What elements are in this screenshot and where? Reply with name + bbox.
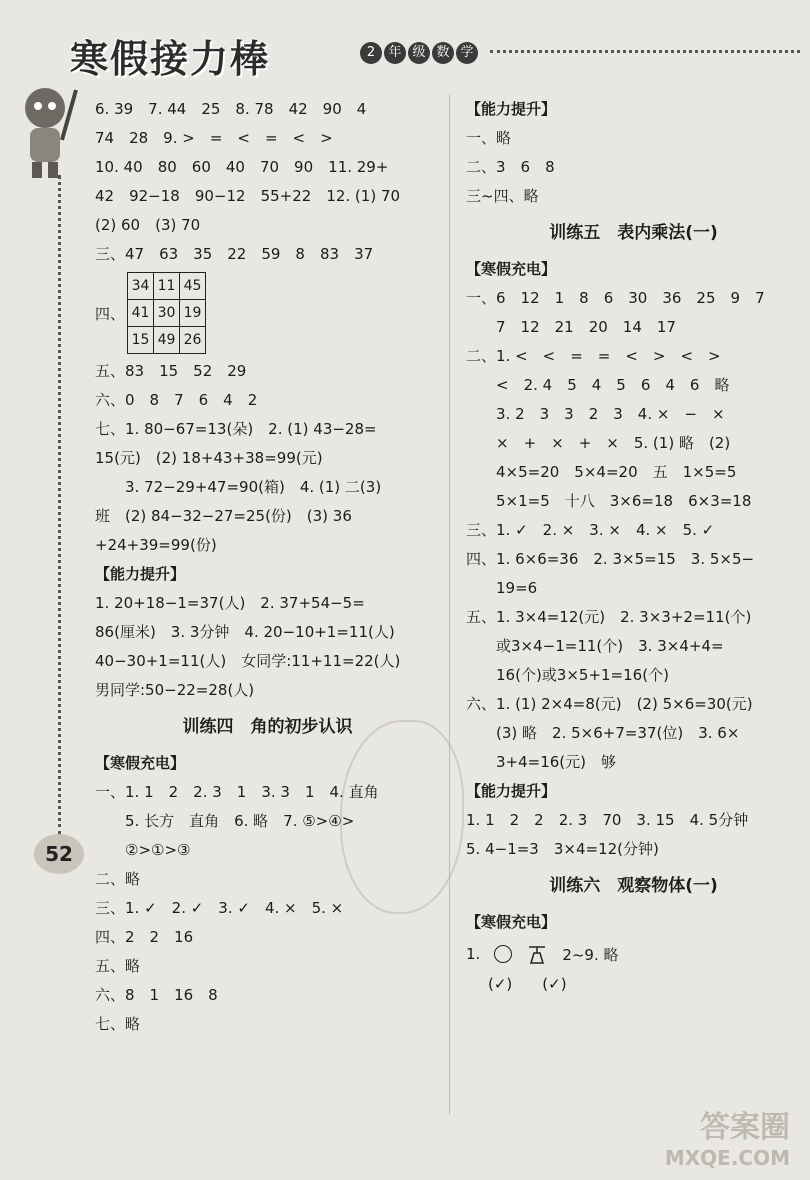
answer-line: 3+4=16(元) 够 bbox=[496, 753, 617, 771]
grade-char: 2 bbox=[360, 42, 382, 64]
site-watermark bbox=[665, 1102, 790, 1170]
grid-cell: 11 bbox=[154, 273, 180, 300]
grade-badge bbox=[360, 42, 478, 64]
watermark-text: 答案圈 bbox=[700, 1110, 790, 1145]
answer-line: 19=6 bbox=[496, 579, 538, 597]
answer-line: 五、略 bbox=[95, 957, 141, 975]
grade-char: 年 bbox=[384, 42, 406, 64]
answer-line: 三、1. ✓ 2. ✓ 3. ✓ 4. × 5. × bbox=[95, 899, 344, 917]
check-marks: (✓) (✓) bbox=[488, 975, 567, 993]
mascot-illustration bbox=[10, 80, 80, 180]
question-label: 1. bbox=[466, 945, 481, 963]
grade-char: 学 bbox=[456, 42, 478, 64]
answer-line: 二、3 6 8 bbox=[466, 158, 555, 176]
grid-cell: 49 bbox=[154, 327, 180, 354]
grid-cell: 30 bbox=[154, 300, 180, 327]
answer-line: 1. 1 2 2 2. 3 70 3. 15 4. 5分钟 bbox=[466, 811, 749, 829]
answer-text: 2~9. 略 bbox=[562, 945, 619, 964]
answer-line: 一、6 12 1 8 6 30 36 25 9 7 bbox=[466, 289, 765, 307]
answer-line: (2) 60 (3) 70 bbox=[95, 216, 201, 234]
answer-line: 二、略 bbox=[95, 870, 141, 888]
grid-cell: 34 bbox=[128, 273, 154, 300]
answer-line: ②>①>③ bbox=[125, 841, 191, 859]
right-column bbox=[466, 95, 801, 997]
circle-shape-icon bbox=[494, 945, 512, 963]
answer-line: 五、1. 3×4=12(元) 2. 3×3+2=11(个) bbox=[466, 608, 752, 626]
grid-cell: 26 bbox=[180, 327, 206, 354]
answer-line: 40−30+1=11(人) 女同学:11+11=22(人) bbox=[95, 652, 401, 670]
answer-line: 5. 4−1=3 3×4=12(分钟) bbox=[466, 840, 659, 858]
answer-line: 10. 40 80 60 40 70 90 11. 29+ bbox=[95, 158, 389, 176]
grid-cell: 45 bbox=[180, 273, 206, 300]
header-dotted-rule bbox=[490, 50, 800, 53]
answer-line: 74 28 9. > = < = < > bbox=[95, 129, 333, 147]
answer-line: 三、47 63 35 22 59 8 83 37 bbox=[95, 245, 374, 263]
ability-heading: 【能力提升】 bbox=[466, 782, 557, 800]
grid-cell: 19 bbox=[180, 300, 206, 327]
answer-line: 7 12 21 20 14 17 bbox=[496, 318, 676, 336]
answer-line: 5. 长方 直角 6. 略 7. ⑤>④> bbox=[125, 812, 355, 830]
answer-line: +24+39=99(份) bbox=[95, 536, 217, 554]
charge-heading: 【寒假充电】 bbox=[95, 754, 186, 772]
answer-line: 七、略 bbox=[95, 1015, 141, 1033]
magic-square-row bbox=[95, 269, 440, 357]
left-dotted-rule bbox=[58, 175, 61, 835]
answer-line: 班 (2) 84−32−27=25(份) (3) 36 bbox=[95, 507, 352, 525]
watermark-url: MXQE.COM bbox=[664, 1146, 790, 1170]
charge-heading: 【寒假充电】 bbox=[466, 913, 557, 931]
answer-line: 42 92−18 90−12 55+22 12. (1) 70 bbox=[95, 187, 401, 205]
magic-square-grid bbox=[127, 272, 206, 354]
column-divider bbox=[449, 95, 450, 1115]
answer-line: 三~四、略 bbox=[466, 187, 539, 205]
grid-cell: 15 bbox=[128, 327, 154, 354]
answer-line: 一、1. 1 2 2. 3 1 3. 3 1 4. 直角 bbox=[95, 783, 379, 801]
answer-line: < 2. 4 5 4 5 6 4 6 略 bbox=[496, 376, 730, 394]
answer-line: 86(厘米) 3. 3分钟 4. 20−10+1=11(人) bbox=[95, 623, 395, 641]
page-number: 52 bbox=[34, 834, 84, 874]
question-label: 四、 bbox=[95, 304, 126, 323]
answer-line: 6. 39 7. 44 25 8. 78 42 90 4 bbox=[95, 100, 367, 118]
section-title: 训练四 角的初步认识 bbox=[182, 717, 353, 737]
answer-line: × + × + × 5. (1) 略 (2) bbox=[496, 434, 731, 452]
answer-line: 4×5=20 5×4=20 五 1×5=5 bbox=[496, 463, 737, 481]
answer-line: 六、0 8 7 6 4 2 bbox=[95, 391, 258, 409]
answer-line: 3. 2 3 3 2 3 4. × − × bbox=[496, 405, 725, 423]
ability-heading: 【能力提升】 bbox=[466, 100, 557, 118]
shape-answer-row bbox=[466, 937, 801, 971]
answer-line: 三、1. ✓ 2. × 3. × 4. × 5. ✓ bbox=[466, 521, 715, 539]
section-title: 训练六 观察物体(一) bbox=[549, 876, 718, 896]
answer-line: 一、略 bbox=[466, 129, 512, 147]
answer-line: 男同学:50−22=28(人) bbox=[95, 681, 255, 699]
answer-line: 或3×4−1=11(个) 3. 3×4+4= bbox=[496, 637, 724, 655]
answer-line: 四、2 2 16 bbox=[95, 928, 194, 946]
grid-cell: 41 bbox=[128, 300, 154, 327]
grade-char: 级 bbox=[408, 42, 430, 64]
answer-line: 1. 20+18−1=37(人) 2. 37+54−5= bbox=[95, 594, 365, 612]
charge-heading: 【寒假充电】 bbox=[466, 260, 557, 278]
answer-line: 五、83 15 52 29 bbox=[95, 362, 247, 380]
answer-line: 二、1. < < = = < > < > bbox=[466, 347, 721, 365]
answer-line: 5×1=5 十八 3×6=18 6×3=18 bbox=[496, 492, 752, 510]
cup-shape-icon bbox=[526, 943, 548, 965]
section-title: 训练五 表内乘法(一) bbox=[549, 223, 718, 243]
answer-line: 16(个)或3×5+1=16(个) bbox=[496, 666, 669, 684]
answer-line: 六、8 1 16 8 bbox=[95, 986, 218, 1004]
answer-line: 四、1. 6×6=36 2. 3×5=15 3. 5×5− bbox=[466, 550, 755, 568]
answer-line: 六、1. (1) 2×4=8(元) (2) 5×6=30(元) bbox=[466, 695, 753, 713]
answer-line: 15(元) (2) 18+43+38=99(元) bbox=[95, 449, 323, 467]
answer-line: 3. 72−29+47=90(箱) 4. (1) 二(3) bbox=[125, 478, 382, 496]
grade-char: 数 bbox=[432, 42, 454, 64]
answer-line: (3) 略 2. 5×6+7=37(位) 3. 6× bbox=[496, 724, 740, 742]
book-title: 寒假接力棒 bbox=[70, 36, 271, 81]
ability-heading: 【能力提升】 bbox=[95, 565, 186, 583]
left-column bbox=[95, 95, 440, 1039]
answer-line: 七、1. 80−67=13(朵) 2. (1) 43−28= bbox=[95, 420, 377, 438]
